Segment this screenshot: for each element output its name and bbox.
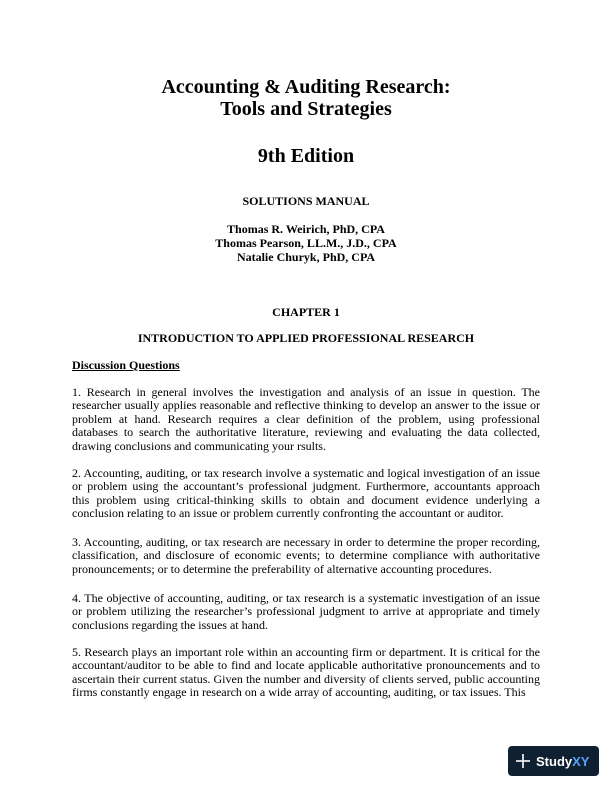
paragraph-1: 1. Research in general involves the investigation and analysis of an issue in question. The researcher usually applies reasonable and reflective thinking to develop an answer to the issue or problem at hand. Research requires a clear definition of the problem, using professional databases to search the authoritative literature, reviewing and evaluating the data collected, drawing conclusions and communicating your rsults.: [72, 385, 540, 453]
author-3: Natalie Churyk, PhD, CPA: [236, 250, 376, 264]
document-title-line-1: Accounting & Auditing Research:: [161, 76, 451, 98]
section-heading: Discussion Questions: [72, 358, 180, 372]
paragraph-2: 2. Accounting, auditing, or tax research involve a systematic and logical investigation of an issue or problem using the accountant’s professional judgment. Furthermore, accountants approach this problem using critical-thinking skills to obtain and document evidence underlying a conclusion relating to an issue or problem currently confronting the accountant or auditor.: [72, 466, 540, 521]
studyxy-badge[interactable]: [508, 746, 599, 776]
document-subtitle: SOLUTIONS MANUAL: [242, 194, 370, 208]
brand-prefix: Study: [536, 753, 573, 769]
chapter-title: INTRODUCTION TO APPLIED PROFESSIONAL RESEARCH: [137, 331, 475, 345]
document-title-line-2: Tools and Strategies: [220, 98, 392, 120]
edition-label: 9th Edition: [257, 145, 355, 167]
paragraph-4: 4. The objective of accounting, auditing, or tax research is a systematic investigation of an issue or problem utilizing the researcher’s professional judgment to arrive at appropriate and timely conclusions regarding the issues at hand.: [72, 591, 540, 632]
author-1: Thomas R. Weirich, PhD, CPA: [227, 222, 385, 236]
chapter-label: CHAPTER 1: [272, 305, 340, 319]
brand-suffix: XY: [572, 753, 590, 769]
paragraph-3: 3. Accounting, auditing, or tax research are necessary in order to determine the proper recording, classification, and disclosure of economic events; to determine compliance with authoritative pronouncements; or to determine the preferability of alternative accounting procedures.: [72, 535, 540, 576]
plus-icon: [514, 752, 532, 770]
author-2: Thomas Pearson, LL.M., J.D., CPA: [215, 236, 397, 250]
paragraph-5: 5. Research plays an important role within an accounting firm or department. It is critical for the accountant/auditor to be able to find and locate applicable authoritative pronouncements and to ascertain their current status. Given the number and diversity of clients served, public accounting firms constantly engage in research on a wide array of accounting, auditing, or tax issues. This: [72, 645, 540, 700]
